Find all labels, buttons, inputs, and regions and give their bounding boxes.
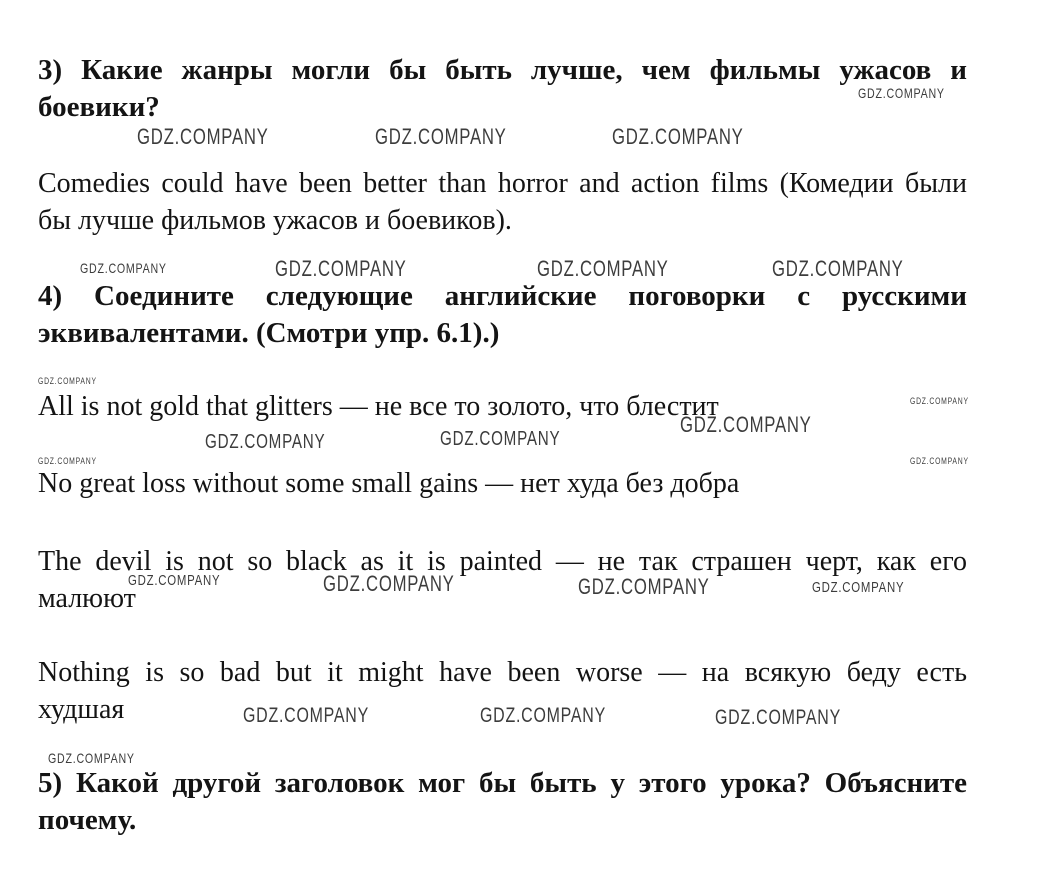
question-5-heading — [38, 765, 967, 839]
watermark: GDZ.COMPANY — [80, 260, 167, 276]
watermark: GDZ.COMPANY — [137, 124, 269, 149]
proverb-4-line-2: худшая — [38, 694, 125, 725]
watermark: GDZ.COMPANY — [440, 428, 561, 450]
watermark: GDZ.COMPANY — [910, 396, 969, 406]
proverb-1-line-1: All is not gold that glitters — не все то золото, что блестит — [38, 391, 719, 422]
proverb-3-line-1: The devil is not so black as it is painted — не так страшен черт, как его — [38, 546, 967, 577]
watermark: GDZ.COMPANY — [243, 704, 370, 727]
question-4-heading-line-1: 4) Соедините следующие английские поговорки с русскими — [38, 280, 967, 312]
answer-3 — [38, 165, 967, 239]
watermark: GDZ.COMPANY — [48, 750, 135, 766]
answer-3-line-2: бы лучше фильмов ужасов и боевиков). — [38, 205, 512, 236]
question-4-heading — [38, 278, 967, 352]
proverb-4-line-1: Nothing is so bad but it might have been worse — на всякую беду есть — [38, 657, 967, 688]
question-5-heading-line-1: 5) Какой другой заголовок мог бы быть у этого урока? Объясните — [38, 767, 967, 799]
watermark: GDZ.COMPANY — [375, 124, 507, 149]
watermark: GDZ.COMPANY — [680, 412, 812, 437]
question-4-heading-line-2: эквивалентами. (Смотри упр. 6.1).) — [38, 317, 500, 349]
question-3-heading-line-1: 3) Какие жанры могли бы быть лучше, чем фильмы ужасов и — [38, 54, 967, 86]
watermark: GDZ.COMPANY — [128, 572, 221, 589]
question-3-heading-line-2: боевики? — [38, 91, 160, 123]
question-5-heading-line-2: почему. — [38, 804, 137, 836]
watermark: GDZ.COMPANY — [275, 256, 407, 281]
watermark: GDZ.COMPANY — [537, 256, 669, 281]
proverb-3-line-2: малюют — [38, 583, 136, 614]
watermark: GDZ.COMPANY — [772, 256, 904, 281]
watermark: GDZ.COMPANY — [612, 124, 744, 149]
watermark: GDZ.COMPANY — [858, 85, 945, 101]
watermark: GDZ.COMPANY — [812, 579, 905, 596]
answer-3-line-1: Comedies could have been better than horror and action films (Комедии были — [38, 168, 967, 199]
watermark: GDZ.COMPANY — [578, 574, 710, 599]
watermark: GDZ.COMPANY — [910, 456, 969, 466]
proverb-2-line-1: No great loss without some small gains — нет худа без добра — [38, 468, 740, 499]
proverb-1 — [38, 388, 967, 425]
watermark: GDZ.COMPANY — [323, 571, 455, 596]
watermark: GDZ.COMPANY — [715, 706, 842, 729]
watermark: GDZ.COMPANY — [205, 431, 326, 453]
proverb-2 — [38, 465, 967, 502]
proverb-4 — [38, 654, 967, 728]
proverb-3 — [38, 543, 967, 617]
question-3-heading — [38, 52, 967, 126]
watermark: GDZ.COMPANY — [480, 704, 607, 727]
watermark: GDZ.COMPANY — [38, 376, 97, 386]
watermark: GDZ.COMPANY — [38, 456, 97, 466]
